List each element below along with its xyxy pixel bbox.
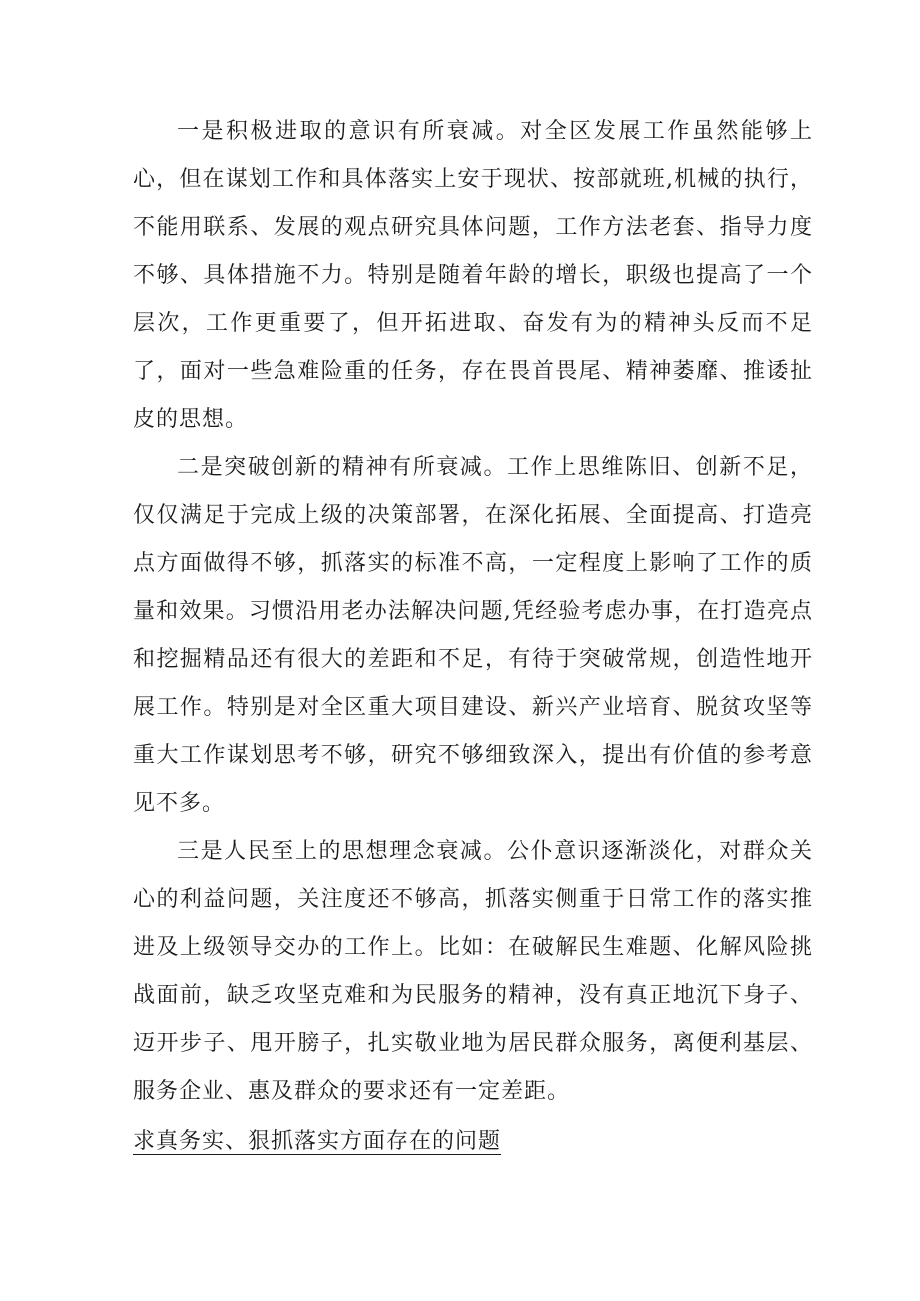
paragraph-people-first: 三是人民至上的思想理念衰减。公仆意识逐渐淡化，对群众关心的利益问题，关注度还不够高，抓落实侧重于日常工作的落实推进及上级领导交办的工作上。比如：在破解民生难题、化解风险挑战面前，缺乏攻坚克难和为民服务的精神，没有真正地沉下身子、迈开步子、甩开膀子，扎实敬业地为居民群众服务，离便利基层、服务企业、惠及群众的要求还有一定差距。 <box>133 839 813 1104</box>
paragraph-innovation-spirit: 二是突破创新的精神有所衰减。工作上思维陈旧、创新不足，仅仅满足于完成上级的决策部署，在深化拓展、全面提高、打造亮点方面做得不够，抓落实的标准不高，一定程度上影响了工作的质量和效果。习惯沿用老办法解决问题,凭经验考虑办事，在打造亮点和挖掘精品还有很大的差距和不足，有待于突破常规，创造性地开展工作。特别是对全区重大项目建设、新兴产业培育、脱贫攻坚等重大工作谋划思考不够，研究不够细致深入，提出有价值的参考意见不多。 <box>133 455 813 816</box>
section-heading: 求真务实、狠抓落实方面存在的问题 <box>133 1129 502 1154</box>
document-body <box>133 108 813 1166</box>
paragraph-active-progress: 一是积极进取的意识有所衰减。对全区发展工作虽然能够上心，但在谋划工作和具体落实上安于现状、按部就班,机械的执行，不能用联系、发展的观点研究具体问题，工作方法老套、指导力度不够、具体措施不力。特别是随着年龄的增长，职级也提高了一个层次，工作更重要了，但开拓进取、奋发有为的精神头反而不足了，面对一些急难险重的任务，存在畏首畏尾、精神萎靡、推诿扯皮的思想。 <box>133 119 813 432</box>
